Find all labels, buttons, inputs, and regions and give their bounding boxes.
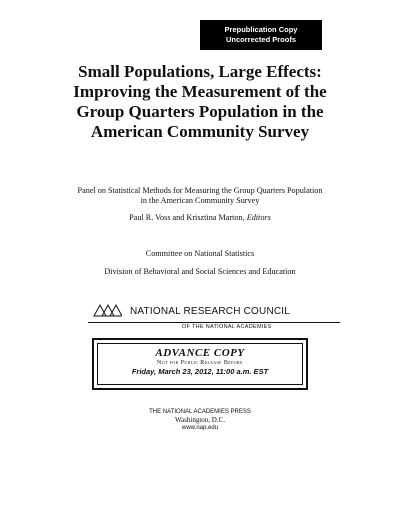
nrc-name: NATIONAL RESEARCH COUNCIL — [130, 306, 291, 317]
editor-role: Editors — [246, 213, 271, 222]
prepub-line-1: Prepublication Copy — [224, 25, 298, 34]
nrc-subtitle — [130, 324, 340, 331]
panel-line: in the American Community Survey — [140, 196, 260, 205]
panel-name — [40, 186, 360, 206]
advance-copy-heading: ADVANCE COPY — [155, 347, 245, 359]
release-notice: Not for Public Release Before — [157, 360, 243, 366]
committee-name — [40, 249, 360, 259]
title-line: Improving the Measurement of the — [73, 82, 327, 101]
advance-copy-inner — [97, 343, 303, 385]
editors-line — [40, 213, 360, 223]
prepublication-notice — [200, 20, 322, 50]
document-title — [44, 62, 356, 142]
publisher-url: www.nap.edu — [181, 425, 219, 431]
division-name — [40, 267, 360, 277]
nrc-wordmark — [130, 306, 340, 318]
editor-names: Paul R. Voss and Krisztina Marton, — [129, 213, 245, 222]
prepub-line-2: Uncorrected Proofs — [225, 35, 297, 44]
nrc-logo-icon — [92, 302, 122, 318]
title-line: Small Populations, Large Effects: — [78, 62, 322, 81]
release-date: Friday, March 23, 2012, 11:00 a.m. EST — [131, 367, 269, 376]
publisher-block — [120, 408, 280, 432]
title-line: American Community Survey — [90, 122, 310, 141]
committee-text: Committee on National Statistics — [145, 249, 255, 258]
publisher-name: THE NATIONAL ACADEMIES PRESS — [149, 409, 251, 415]
nrc-divider — [88, 322, 340, 323]
panel-line: Panel on Statistical Methods for Measuring the Group Quarters Population — [77, 186, 323, 195]
publisher-city: Washington, D.C. — [175, 416, 225, 424]
nrc-sub: OF THE NATIONAL ACADEMIES — [182, 324, 272, 330]
division-text: Division of Behavioral and Social Sciences and Education — [104, 267, 296, 276]
advance-copy-box — [92, 338, 308, 390]
title-line: Group Quarters Population in the — [76, 102, 324, 121]
